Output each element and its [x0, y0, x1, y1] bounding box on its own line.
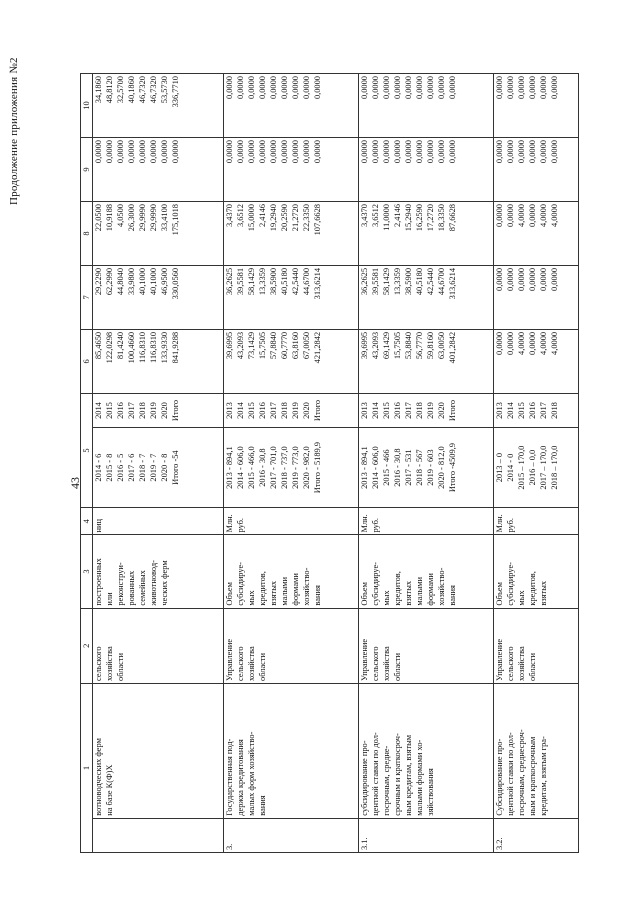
- value-col-6: 39,6995 43,2093 69,1429 15,7505 53,8840 56,7770 59,8160 63,0050 401,2842: [359, 329, 494, 393]
- table-row: [494, 74, 579, 853]
- value-col-7: 36,2625 39,5581 58,1429 13,3359 38,5900 40,5180 42,5440 44,6700 313,6214: [359, 265, 494, 329]
- table-header: [81, 74, 93, 853]
- value-col-8: 0,0000 0,0000 4,0000 0,0000 4,0000 4,0000: [494, 202, 579, 266]
- row-number: [93, 818, 224, 852]
- value-col-10: 0,0000 0,0000 0,0000 0,0000 0,0000 0,0000 0,0000 0,0000 0,0000: [359, 74, 494, 138]
- indicator-values: 2013 - 894,1 2014 - 606,0 2015 - 466 2016 - 30,8 2017 - 531 2018 - 567 2019 - 603 2020 - 812,0 Итого -4509,9: [359, 428, 494, 508]
- row-number: 3.2.: [494, 818, 579, 852]
- value-col-9: 0,0000 0,0000 0,0000 0,0000 0,0000 0,0000 0,0000 0,0000 0,0000: [359, 138, 494, 202]
- column-number: 7: [81, 265, 93, 329]
- indicator: построенных или реконструи- рованных семейных животновод- ческих ферм: [93, 535, 224, 608]
- executor: Управление сельского хозяйства области: [494, 608, 579, 683]
- page-number: 43: [68, 477, 82, 489]
- value-col-8: 3,4370 3,6512 11,0000 2,4146 15,2940 16,2590 17,2720 18,3350 87,6628: [359, 202, 494, 266]
- table-row: [93, 74, 224, 853]
- row-number: 3.1.: [359, 818, 494, 852]
- value-col-9: 0,0000 0,0000 0,0000 0,0000 0,0000 0,0000: [494, 138, 579, 202]
- measure-name: субсидирование про- центной ставки по дол- госрочным, средне- срочным и краткосроч- ным кредитам, взятым малыми формами хо- зяйствования: [359, 683, 494, 818]
- column-number: 3: [81, 535, 93, 608]
- years: 2013 2014 2015 2016 2017 2018 2019 2020 Итого: [224, 393, 359, 427]
- table-row: [359, 74, 494, 853]
- years: 2013 2014 2015 2016 2017 2018: [494, 393, 579, 427]
- indicator: Объем субсидируе- мых кредитов, взятых малыми формами хозяйство- вания: [359, 535, 494, 608]
- unit: Млн. руб.: [494, 508, 579, 535]
- executor: Управление сельского хозяйства области: [359, 608, 494, 683]
- value-col-10: 0,0000 0,0000 0,0000 0,0000 0,0000 0,0000: [494, 74, 579, 138]
- indicator-values: 2014 - 6 2015 - 8 2016 - 5 2017 - 6 2018 - 7 2019 - 7 2020 - 8 Итого -54: [93, 428, 224, 508]
- row-number: 3.: [224, 818, 359, 852]
- indicator-values: 2013 - 894,1 2014 - 606,0 2015 - 466,0 2016 - 30,8 2017 - 701,0 2018 - 737,0 2019 - 773,0 2020 - 982,0 Итого - 5189,9: [224, 428, 359, 508]
- measure-name: Государственная под- держка кредитования малых форм хозяйство- вания: [224, 683, 359, 818]
- column-number: 5: [81, 393, 93, 507]
- value-col-9: 0,0000 0,0000 0,0000 0,0000 0,0000 0,0000 0,0000 0,0000 0,0000: [224, 138, 359, 202]
- appendix-caption: Продолжение приложения №2: [8, 57, 20, 205]
- indicator-values: 2013 – 0 2014 - 0 2015 – 170,0 2016 – 0,0 2017 – 170,0 2018 – 170,0: [494, 428, 579, 508]
- value-col-7: 29,2290 62,2990 44,8040 33,9800 40,1000 40,1000 46,9500 330,0560: [93, 265, 224, 329]
- executor: Управление сельского хозяйства области: [224, 608, 359, 683]
- executor: сельского хозяйства области: [93, 608, 224, 683]
- years: 2013 2014 2015 2016 2017 2018 2019 2020 Итого: [359, 393, 494, 427]
- column-number: 6: [81, 329, 93, 393]
- indicator: Объем субсидируе- мых кредитов, взятых малыми формами хозяйство- вания: [224, 535, 359, 608]
- value-col-7: 36,2625 39,5581 58,1429 13,3359 38,5900 40,5180 42,5440 44,6700 313,6214: [224, 265, 359, 329]
- measure-name: Субсидирование про- центной ставки по дол- госрочным, среднесроч- ным и краткосрочным кредитам, взятым гра-: [494, 683, 579, 818]
- program-table: [80, 73, 579, 853]
- column-number: 10: [81, 74, 93, 138]
- value-col-10: 34,1860 48,8120 32,5700 40,1860 46,7320 46,7320 53,5730 336,7710: [93, 74, 224, 138]
- measure-name: вотноводческих ферм на базе К(Ф)Х: [93, 683, 224, 818]
- unit: Млн. руб.: [224, 508, 359, 535]
- value-col-6: 85,4650 122,0298 81,4240 100,4660 116,8310 116,8310 133,9330 841,9288: [93, 329, 224, 393]
- column-number: 9: [81, 138, 93, 202]
- value-col-8: 3,4370 3,6512 15,0000 2,4146 19,2940 20,2590 21,2720 22,3350 107,6628: [224, 202, 359, 266]
- column-number: 4: [81, 508, 93, 535]
- value-col-6: 39,6995 43,2093 73,1429 15,7505 57,8840 60,7770 63,8160 67,0050 421,2842: [224, 329, 359, 393]
- table-row: [224, 74, 359, 853]
- value-col-9: 0,0000 0,0000 0,0000 0,0000 0,0000 0,0000 0,0000 0,0000: [93, 138, 224, 202]
- column-number: 8: [81, 202, 93, 266]
- unit: ниц: [93, 508, 224, 535]
- value-col-10: 0,0000 0,0000 0,0000 0,0000 0,0000 0,0000 0,0000 0,0000 0,0000: [224, 74, 359, 138]
- years: 2014 2015 2016 2017 2018 2019 2020 Итого: [93, 393, 224, 427]
- value-col-8: 22,0500 10,9188 4,0500 26,3000 29,9990 29,9990 33,4100 175,1018: [93, 202, 224, 266]
- column-number: 2: [81, 608, 93, 683]
- column-number: 1: [81, 683, 93, 852]
- indicator: Объем субсидируе- мых кредитов, взятых: [494, 535, 579, 608]
- value-col-7: 0,0000 0,0000 0,0000 0,0000 0,0000 0,0000: [494, 265, 579, 329]
- value-col-6: 0,0000 0,0000 4,0000 0,0000 4,0000 4,0000: [494, 329, 579, 393]
- unit: Млн. руб.: [359, 508, 494, 535]
